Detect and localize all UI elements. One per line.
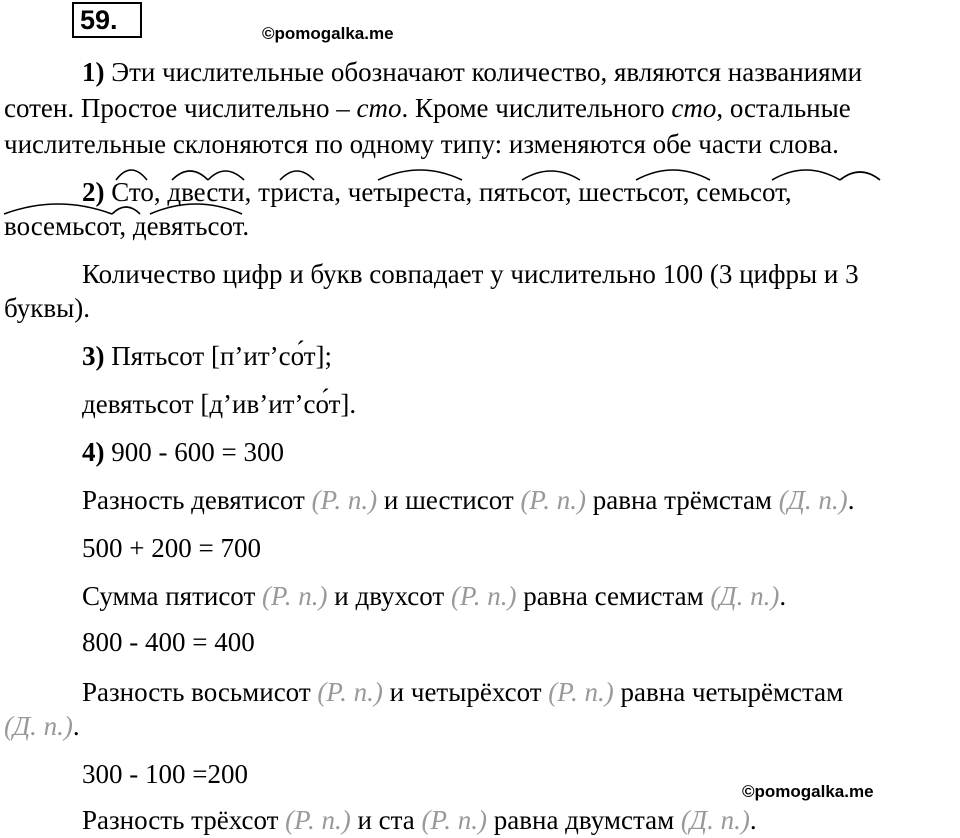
s4e: равна двумстам bbox=[487, 805, 681, 835]
p1-word-sto-1: сто bbox=[356, 93, 402, 123]
case-label: (Р. п.) bbox=[317, 677, 383, 707]
p1-word-sto-2: сто bbox=[671, 93, 717, 123]
s3g: . bbox=[72, 711, 80, 741]
case-label: (Р. п.) bbox=[421, 805, 488, 835]
task-number: 59. bbox=[72, 2, 142, 38]
s2c: и двухсот bbox=[327, 581, 451, 611]
case-label: (Р. п.) bbox=[450, 581, 517, 611]
p4-marker: 3) bbox=[82, 341, 105, 371]
p1-line-2 bbox=[4, 92, 851, 124]
p5-marker: 4) bbox=[82, 437, 105, 467]
p4-line-1-text: Пятьсот [п’ит’со́т]; bbox=[104, 341, 333, 371]
case-label: (Р. п.) bbox=[520, 485, 586, 515]
s2a: Сумма пятисот bbox=[82, 581, 262, 611]
p5-eq-3: 800 - 400 = 400 bbox=[82, 627, 255, 657]
p1-line-2e: , остальные bbox=[716, 93, 851, 123]
p5-sentence-2 bbox=[82, 580, 786, 612]
p5-eq-4: 300 - 100 =200 bbox=[82, 759, 248, 789]
p1-line-3: числительные склоняются по одному типу: изменяются обе части слова. bbox=[4, 129, 839, 159]
s4g: . bbox=[749, 805, 757, 835]
p1-line-1 bbox=[82, 56, 862, 88]
p2-marker: 2) bbox=[82, 177, 105, 207]
s2e: равна семистам bbox=[516, 581, 711, 611]
watermark-top: ©pomogalka.me bbox=[262, 24, 394, 43]
s4a: Разность трёхсот bbox=[82, 805, 286, 835]
s1g: . bbox=[847, 485, 855, 515]
s2g: . bbox=[779, 581, 787, 611]
s1c: и шестисот bbox=[377, 485, 521, 515]
s3e: равна четырёмстам bbox=[613, 677, 844, 707]
case-label: (Р. п.) bbox=[311, 485, 378, 515]
s3c: и четырёхсот bbox=[382, 677, 549, 707]
p5-eq-2: 500 + 200 = 700 bbox=[82, 533, 261, 563]
case-label: (Д. п.) bbox=[710, 581, 780, 611]
p1-line-1-text: Эти числительные обозначают количество, являются названиями bbox=[104, 57, 863, 87]
p4-line-1 bbox=[82, 340, 332, 372]
p5-sentence-4 bbox=[82, 804, 757, 836]
watermark-bottom: ©pomogalka.me bbox=[742, 782, 874, 801]
root-arc-sot bbox=[840, 172, 880, 180]
case-label: (Д. п.) bbox=[4, 711, 73, 741]
s4c: и ста bbox=[350, 805, 422, 835]
p3-line-1: Количество цифр и букв совпадает у числительно 100 (3 цифры и 3 bbox=[82, 259, 859, 289]
p1-line-2c: . Кроме числительного bbox=[401, 93, 672, 123]
p1-marker: 1) bbox=[82, 57, 105, 87]
p5-eq-1-text: 900 - 600 = 300 bbox=[104, 437, 284, 467]
s1a: Разность девятисот bbox=[82, 485, 312, 515]
p5-eq-1 bbox=[82, 436, 284, 468]
p1-line-2a: сотен. Простое числительно – bbox=[4, 93, 357, 123]
p5-sentence-3-cont bbox=[4, 710, 80, 742]
s1e: равна трёмстам bbox=[585, 485, 779, 515]
case-label: (Д. п.) bbox=[680, 805, 750, 835]
case-label: (Р. п.) bbox=[262, 581, 328, 611]
p4-line-2: девятьсот [д’ив’ит’со́т]. bbox=[82, 389, 357, 419]
case-label: (Д. п.) bbox=[778, 485, 848, 515]
p5-sentence-3 bbox=[82, 676, 843, 708]
case-label: (Р. п.) bbox=[285, 805, 351, 835]
p5-sentence-1 bbox=[82, 484, 854, 516]
p2-line-1 bbox=[82, 176, 792, 208]
p2-line-2: восемьсот, девятьсот. bbox=[4, 211, 250, 241]
p2-line-1-text: Сто, двести, триста, четыреста, пятьсот, шестьсот, семьсот, bbox=[104, 177, 792, 207]
case-label: (Р. п.) bbox=[548, 677, 614, 707]
p3-line-2: буквы). bbox=[4, 293, 90, 323]
s3a: Разность восьмисот bbox=[82, 677, 318, 707]
